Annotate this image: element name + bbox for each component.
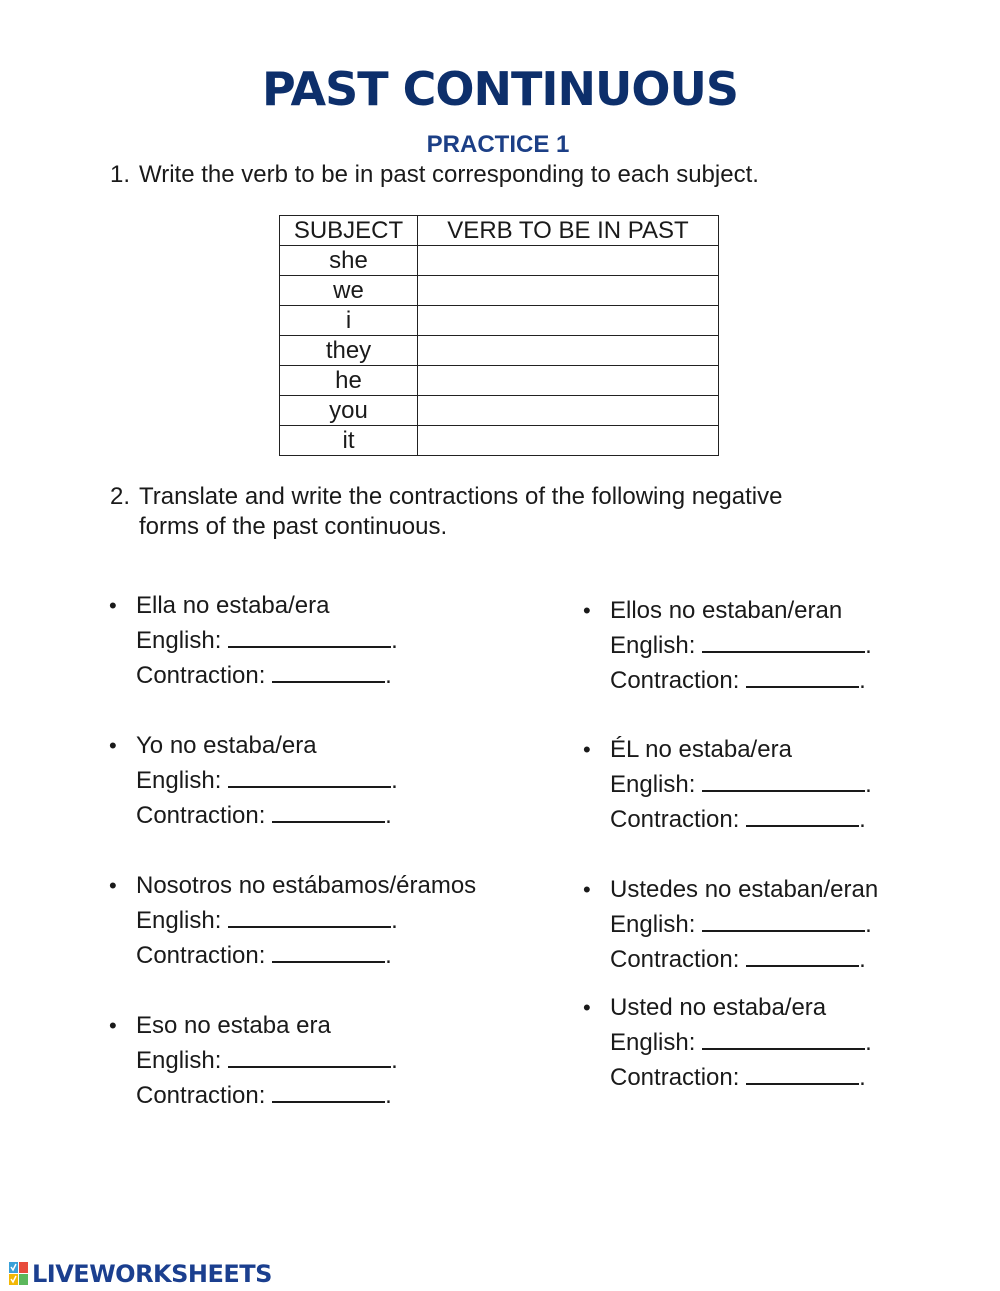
exercise-1-text: Write the verb to be in past corresponding to each subject. <box>139 161 759 188</box>
bullet-icon: • <box>109 593 117 618</box>
page-title: PAST CONTINUOUS <box>262 62 738 116</box>
bullet-icon: • <box>109 1013 117 1038</box>
english-answer-blank[interactable] <box>228 628 391 648</box>
list-item: • Ellos no estaban/eran English: . Contraction: . <box>610 593 872 698</box>
contraction-answer-blank[interactable] <box>746 807 859 827</box>
contraction-answer-blank[interactable] <box>746 668 859 688</box>
bullet-icon: • <box>109 873 117 898</box>
english-label: English: <box>610 1029 696 1056</box>
contraction-answer-blank[interactable] <box>746 1065 859 1085</box>
item-phrase: Ella no estaba/era <box>136 592 330 619</box>
table-row <box>280 336 719 366</box>
verb-table <box>279 215 719 456</box>
english-answer-blank[interactable] <box>702 912 865 932</box>
answer-cell[interactable] <box>418 306 719 336</box>
answer-cell[interactable] <box>418 426 719 456</box>
header-verb: VERB TO BE IN PAST <box>418 216 719 246</box>
item-phrase: Yo no estaba/era <box>136 732 317 759</box>
english-answer-blank[interactable] <box>702 772 865 792</box>
english-answer-blank[interactable] <box>228 908 391 928</box>
item-phrase: Usted no estaba/era <box>610 994 827 1021</box>
list-item: • Ella no estaba/era English: . Contraction: . <box>136 588 398 693</box>
subject-cell: they <box>280 336 418 366</box>
list-item: • Nosotros no estábamos/éramos English: . Contraction: . <box>136 868 476 973</box>
list-item: • Usted no estaba/era English: . Contraction: . <box>610 990 872 1095</box>
table-row <box>280 426 719 456</box>
english-label: English: <box>136 767 222 794</box>
subject-cell: it <box>280 426 418 456</box>
contraction-answer-blank[interactable] <box>746 947 859 967</box>
list-item: • Yo no estaba/era English: . Contraction: . <box>136 728 398 833</box>
contraction-label: Contraction: <box>610 806 740 833</box>
contraction-label: Contraction: <box>610 946 740 973</box>
english-label: English: <box>136 1047 222 1074</box>
exercise-2-text-line1: Translate and write the contractions of the following negative <box>139 483 783 510</box>
answer-cell[interactable] <box>418 336 719 366</box>
item-phrase: Ustedes no estaban/eran <box>610 876 879 903</box>
table-row <box>280 306 719 336</box>
bullet-icon: • <box>583 598 591 623</box>
exercise-1-instruction <box>110 160 759 190</box>
answer-cell[interactable] <box>418 246 719 276</box>
english-answer-blank[interactable] <box>702 1030 865 1050</box>
bullet-icon: • <box>583 877 591 902</box>
answer-cell[interactable] <box>418 366 719 396</box>
contraction-answer-blank[interactable] <box>272 663 385 683</box>
list-item: • Ustedes no estaban/eran English: . Contraction: . <box>610 872 878 977</box>
subject-cell: she <box>280 246 418 276</box>
bullet-icon: • <box>109 733 117 758</box>
contraction-label: Contraction: <box>610 667 740 694</box>
contraction-answer-blank[interactable] <box>272 803 385 823</box>
item-phrase: Nosotros no estábamos/éramos <box>136 872 477 899</box>
subject-cell: i <box>280 306 418 336</box>
english-answer-blank[interactable] <box>702 633 865 653</box>
contraction-label: Contraction: <box>136 802 266 829</box>
english-label: English: <box>610 911 696 938</box>
exercise-2-number: 2. <box>110 483 131 510</box>
exercise-2-instruction <box>110 482 782 542</box>
table-row <box>280 396 719 426</box>
answer-cell[interactable] <box>418 276 719 306</box>
table-row <box>280 276 719 306</box>
item-phrase: Eso no estaba era <box>136 1012 331 1039</box>
english-label: English: <box>610 771 696 798</box>
list-item: • ÉL no estaba/era English: . Contraction: . <box>610 732 872 837</box>
english-label: English: <box>136 627 222 654</box>
contraction-label: Contraction: <box>136 942 266 969</box>
item-phrase: ÉL no estaba/era <box>610 736 792 763</box>
item-phrase: Ellos no estaban/eran <box>610 597 843 624</box>
contraction-answer-blank[interactable] <box>272 1083 385 1103</box>
contraction-answer-blank[interactable] <box>272 943 385 963</box>
table-row <box>280 366 719 396</box>
contraction-label: Contraction: <box>136 662 266 689</box>
bullet-icon: • <box>583 737 591 762</box>
list-item: • Eso no estaba era English: . Contraction: . <box>136 1008 398 1113</box>
subject-cell: you <box>280 396 418 426</box>
table-row <box>280 246 719 276</box>
table-header-row <box>280 216 719 246</box>
exercise-2-text-line2: forms of the past continuous. <box>139 513 448 540</box>
english-label: English: <box>136 907 222 934</box>
english-answer-blank[interactable] <box>228 768 391 788</box>
contraction-label: Contraction: <box>610 1064 740 1091</box>
subject-cell: he <box>280 366 418 396</box>
english-label: English: <box>610 632 696 659</box>
header-subject: SUBJECT <box>280 216 418 246</box>
english-answer-blank[interactable] <box>228 1048 391 1068</box>
page-subtitle: PRACTICE 1 <box>426 131 570 158</box>
brand-name: LIVEWORKSHEETS <box>32 1260 272 1288</box>
bullet-icon: • <box>583 995 591 1020</box>
contraction-label: Contraction: <box>136 1082 266 1109</box>
liveworksheets-logo[interactable] <box>9 1259 272 1289</box>
answer-cell[interactable] <box>418 396 719 426</box>
subject-cell: we <box>280 276 418 306</box>
liveworksheets-logo-icon <box>9 1262 29 1286</box>
exercise-1-number: 1. <box>110 161 131 188</box>
